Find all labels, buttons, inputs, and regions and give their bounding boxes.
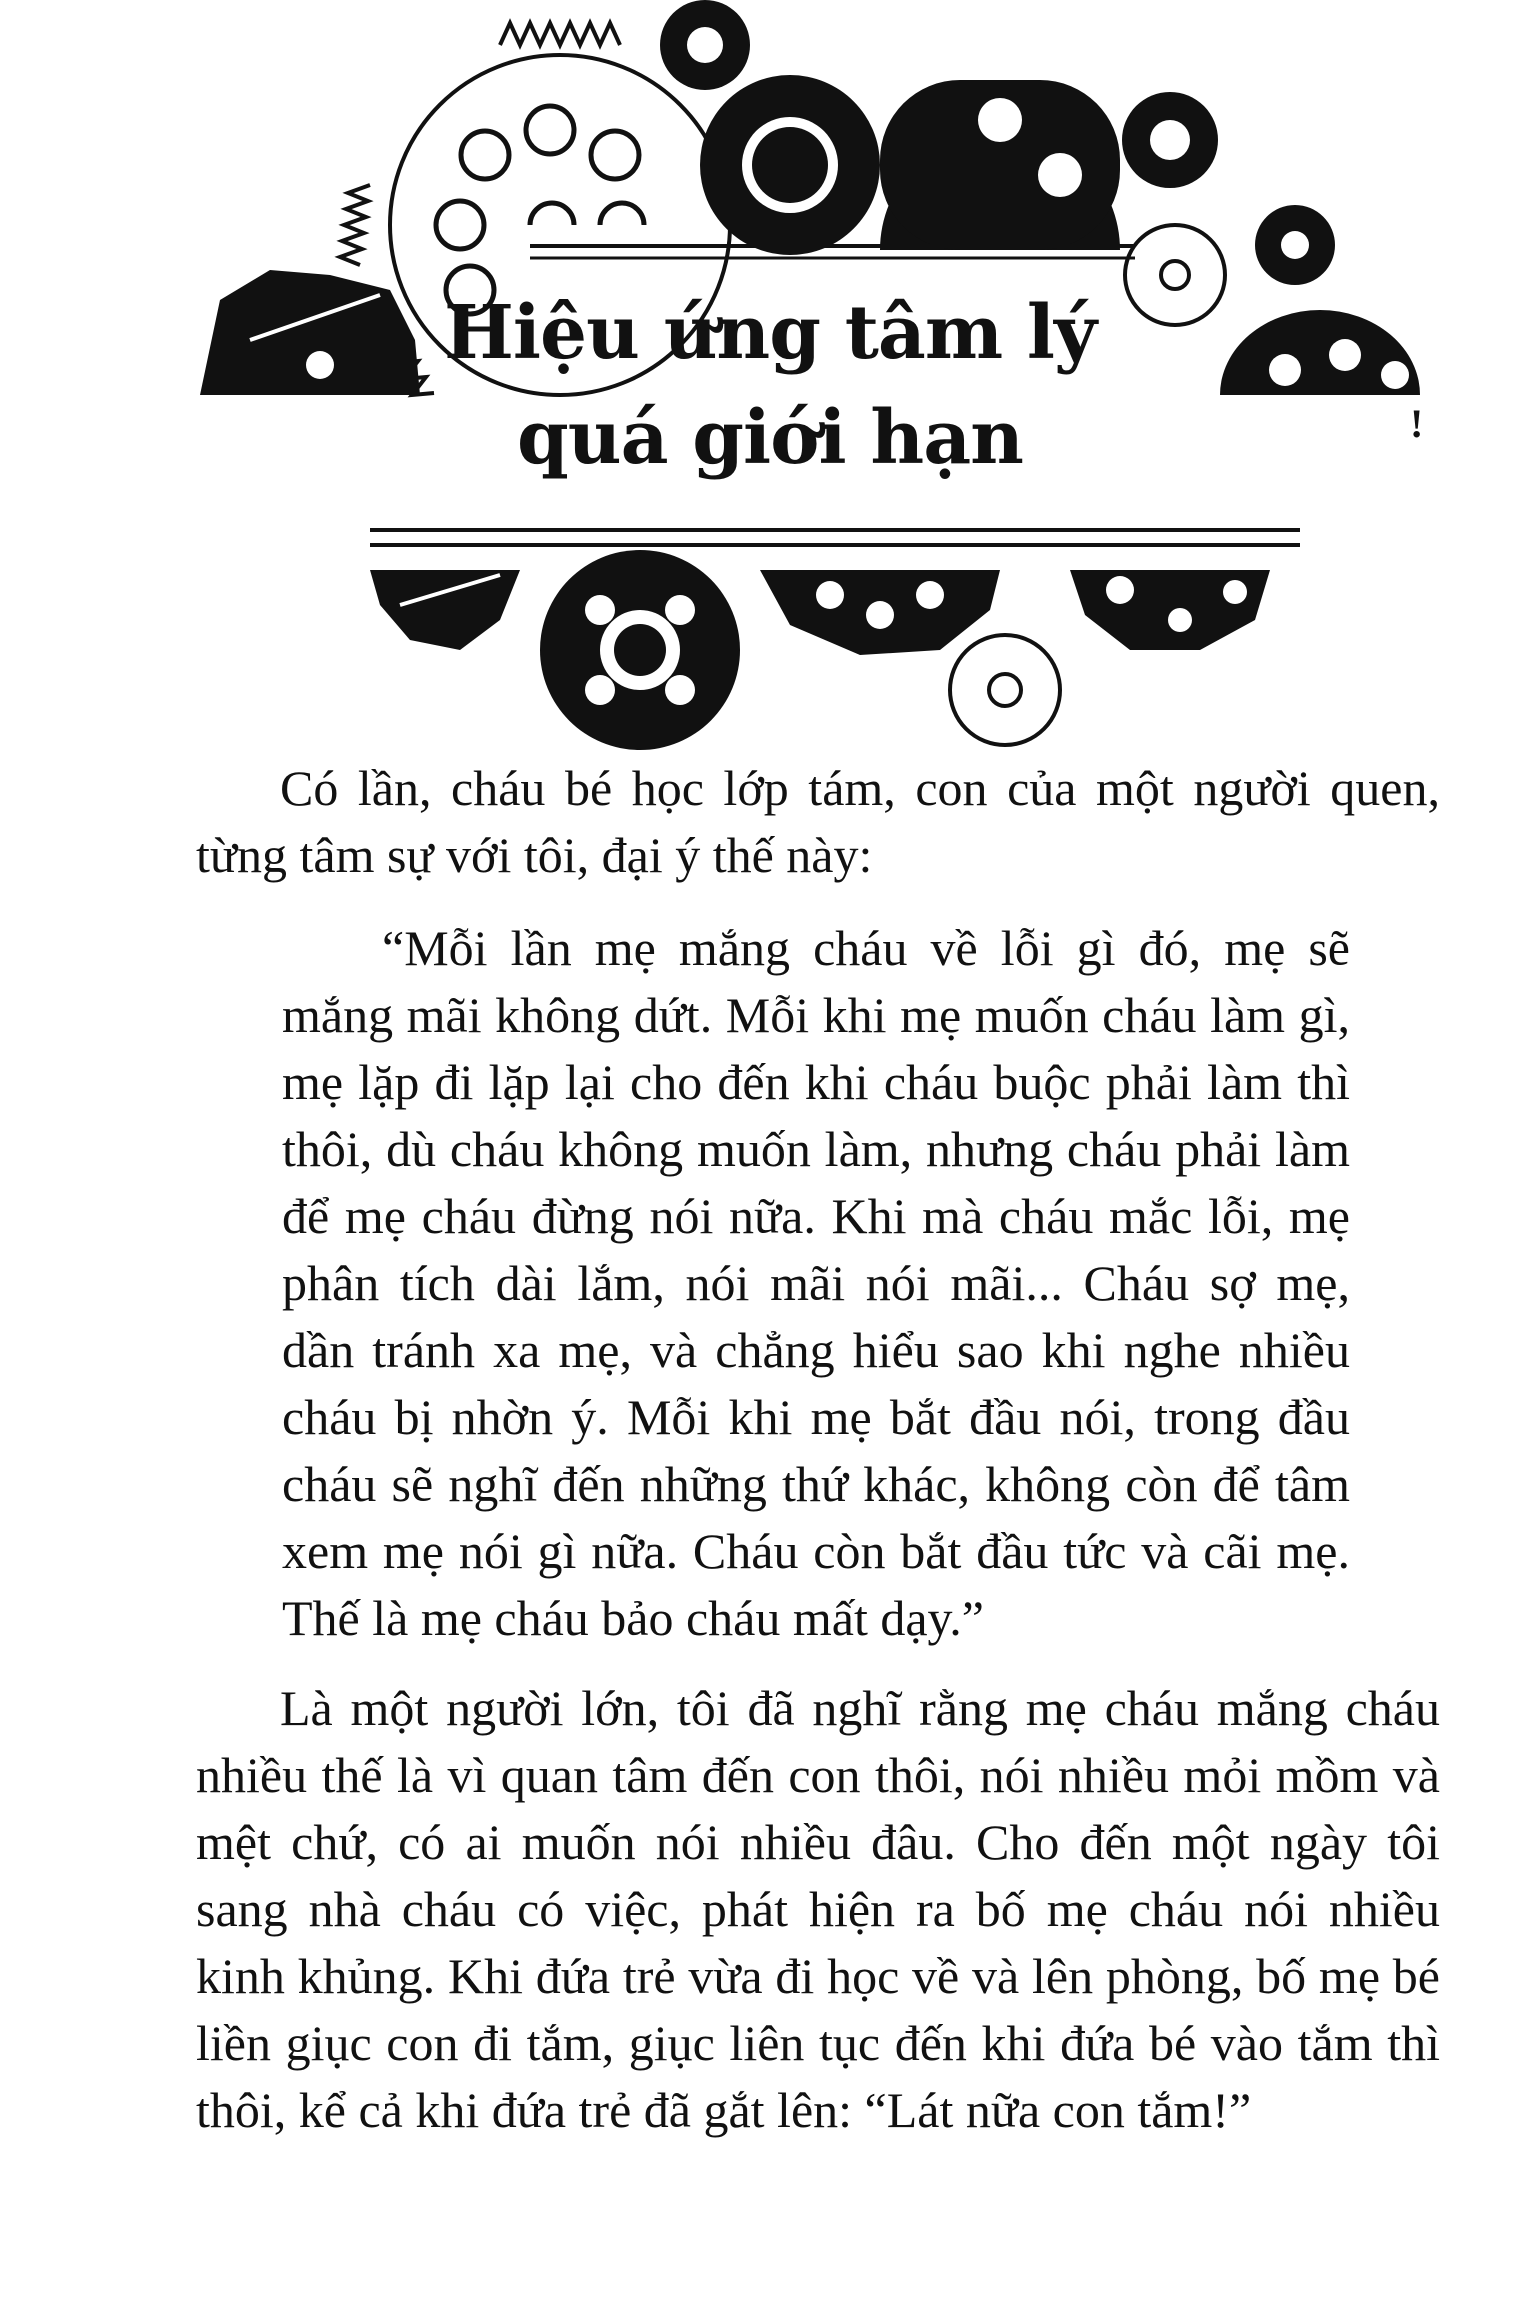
gear-header-illustration: [0, 0, 1540, 760]
chapter-title-line-1: Hiệu ứng tâm lý: [443, 290, 1097, 376]
solid-gear-bottom-1: [370, 570, 520, 650]
solid-gear-middle: [700, 75, 880, 255]
solid-gear-top-center: [660, 0, 750, 90]
solid-gear-far-right: [1255, 205, 1335, 285]
title-rule-top: [530, 246, 1135, 258]
stray-mark: !: [1410, 401, 1424, 446]
solid-gear-bottom-4: [1070, 570, 1270, 650]
solid-gear-bottom-2: [540, 550, 740, 750]
body-paragraph-1: Có lần, cháu bé học lớp tám, con của một người quen, từng tâm sự với tôi, đại ý thế này:: [196, 760, 1440, 883]
title-rule-bottom: [370, 530, 1300, 545]
outline-gear-bottom: [950, 635, 1060, 745]
quoted-passage: “Mỗi lần mẹ mắng cháu về lỗi gì đó, mẹ sẽ mắng mãi không dứt. Mỗi khi mẹ muốn cháu làm gì, mẹ lặp đi lặp lại cho đến khi cháu buộc phải làm thì thôi, dù cháu không muốn làm, nhưng cháu phải làm để mẹ cháu đừng nói nữa. Khi mà cháu mắc lỗi, mẹ phân tích dài lắm, nói mãi nói mãi... Cháu sợ mẹ, dần tránh xa mẹ, và chẳng hiểu sao khi nghe nhiều cháu bị nhờn ý. Mỗi khi mẹ bắt đầu nói, trong đầu cháu sẽ nghĩ đến những thứ khác, không còn để tâm xem mẹ nói gì nữa. Cháu còn bắt đầu tức và cãi mẹ. Thế là mẹ cháu bảo cháu mất dạy.”: [282, 920, 1350, 1646]
chapter-title-line-2: quá giới hạn: [517, 395, 1023, 481]
solid-gear-large-right: [880, 80, 1120, 250]
solid-gear-small-right: [1122, 92, 1218, 188]
body-paragraph-2: Là một người lớn, tôi đã nghĩ rằng mẹ cháu mắng cháu nhiều thế là vì quan tâm đến con thôi, nói nhiều mỏi mồm và mệt chứ, có ai muốn nói nhiều đâu. Cho đến một ngày tôi sang nhà cháu có việc, phát hiện ra bố mẹ cháu nói nhiều kinh khủng. Khi đứa trẻ vừa đi học về và lên phòng, bố mẹ bé liền giục con đi tắm, giục liên tục đến khi đứa bé vào tắm thì thôi, kể cả khi đứa trẻ đã gắt lên: “Lát nữa con tắm!”: [196, 1680, 1440, 2138]
solid-gear-bottom-3: [760, 570, 1000, 655]
